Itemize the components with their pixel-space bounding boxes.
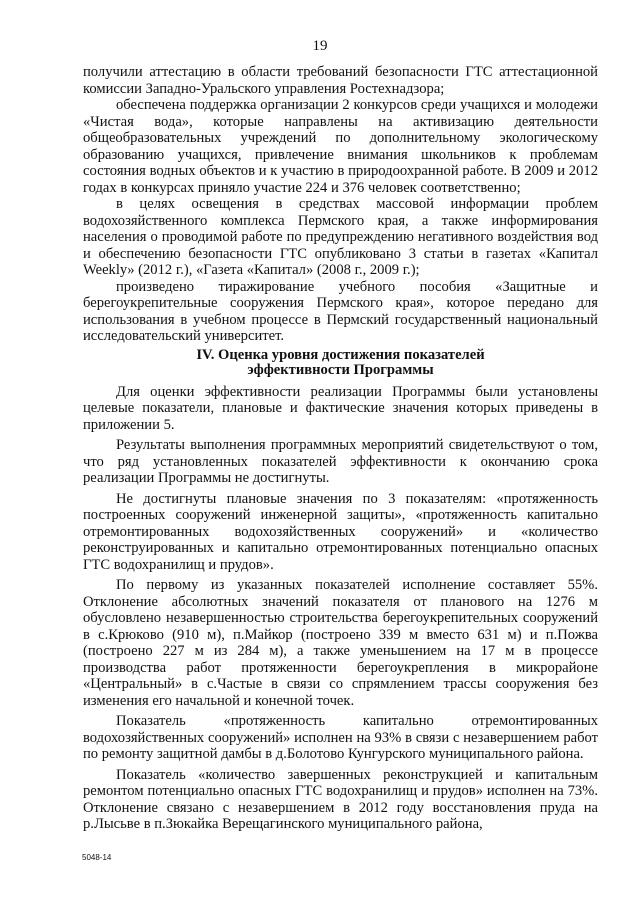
paragraph: Показатель «протяженность капитально отремонтированных водохозяйственных сооружений» исполнен на 93% в связи с незавершением работ по ремонту защитной дамбы в д.Болотово Кунгурского муниципального района. (83, 713, 598, 762)
paragraph: Не достигнуты плановые значения по 3 показателям: «протяженность построенных сооружений инженерной защиты», «протяженность капитально отремонтированных водохозяйственных сооружений» и «количество реконструированных и капитально отремонтированных потенциально опасных ГТС водохранилищ и прудов». (83, 490, 598, 573)
paragraph: обеспечена поддержка организации 2 конкурсов среди учащихся и молодежи «Чистая вода», которые направлены на активизацию деятельности общеобразовательных учреждений по дополнительному экологическому образованию учащихся, привлечение внимания школьников к проблемам состояния водных объектов и к участию в природоохранной работе. В 2009 и 2012 годах в конкурсах приняло участие 224 и 376 человек соответственно; (83, 97, 598, 196)
section-heading-line: эффективности Программы (247, 361, 434, 378)
paragraph: По первому из указанных показателей исполнение составляет 55%. Отклонение абсолютных значений показателя от планового на 1276 м обусловлено незавершенностью строительства берегоукрепительных сооружений в с.Крюково (910 м), п.Майкор (построено 339 м вместо 631 м) и п.Пожва (построено 227 м из 284 м), а также уменьшением на 17 м в процессе производства работ протяженности берегоукрепления в микрорайоне «Центральный» в с.Частые в связи со спрямлением трассы сооружения без изменения его начальной и конечной точек. (83, 577, 598, 709)
document-body (83, 64, 598, 833)
document-code: 5048-14 (82, 853, 112, 862)
page-number: 19 (312, 38, 328, 54)
section-heading-line: IV. Оценка уровня достижения показателей (196, 346, 485, 363)
paragraph: Для оценки эффективности реализации Программы были установлены целевые показатели, плановые и фактические значения которых приведены в приложении 5. (83, 383, 598, 433)
paragraph: получили аттестацию в области требований безопасности ГТС аттестационной комиссии Западно-Уральского управления Ростехнадзора; (83, 64, 598, 97)
paragraph: Показатель «количество завершенных реконструкцией и капитальным ремонтом потенциально опасных ГТС водохранилищ и прудов» исполнен на 73%. Отклонение связано с незавершением в 2012 году восстановления пруда на р.Лысьве в п.Зюкайка Верещагинского муниципального района, (83, 766, 598, 832)
section-heading (83, 348, 598, 378)
paragraph: произведено тиражирование учебного пособия «Защитные и берегоукрепительные сооружения Пермского края», которое передано для использования в учебном процессе в Пермский государственный национальный исследовательский университет. (83, 278, 598, 344)
paragraph: Результаты выполнения программных мероприятий свидетельствуют о том, что ряд установленных показателей эффективности к окончанию срока реализации Программы не достигнуты. (83, 437, 598, 486)
paragraph: в целях освещения в средствах массовой информации проблем водохозяйственного комплекса Пермского края, а также информирования населения о проводимой работе по предупреждению негативного воздействия вод и обеспечению безопасности ГТС опубликовано 3 статьи в газетах «Капитал Weekly» (2012 г.), «Газета «Капитал» (2008 г., 2009 г.); (83, 196, 598, 278)
